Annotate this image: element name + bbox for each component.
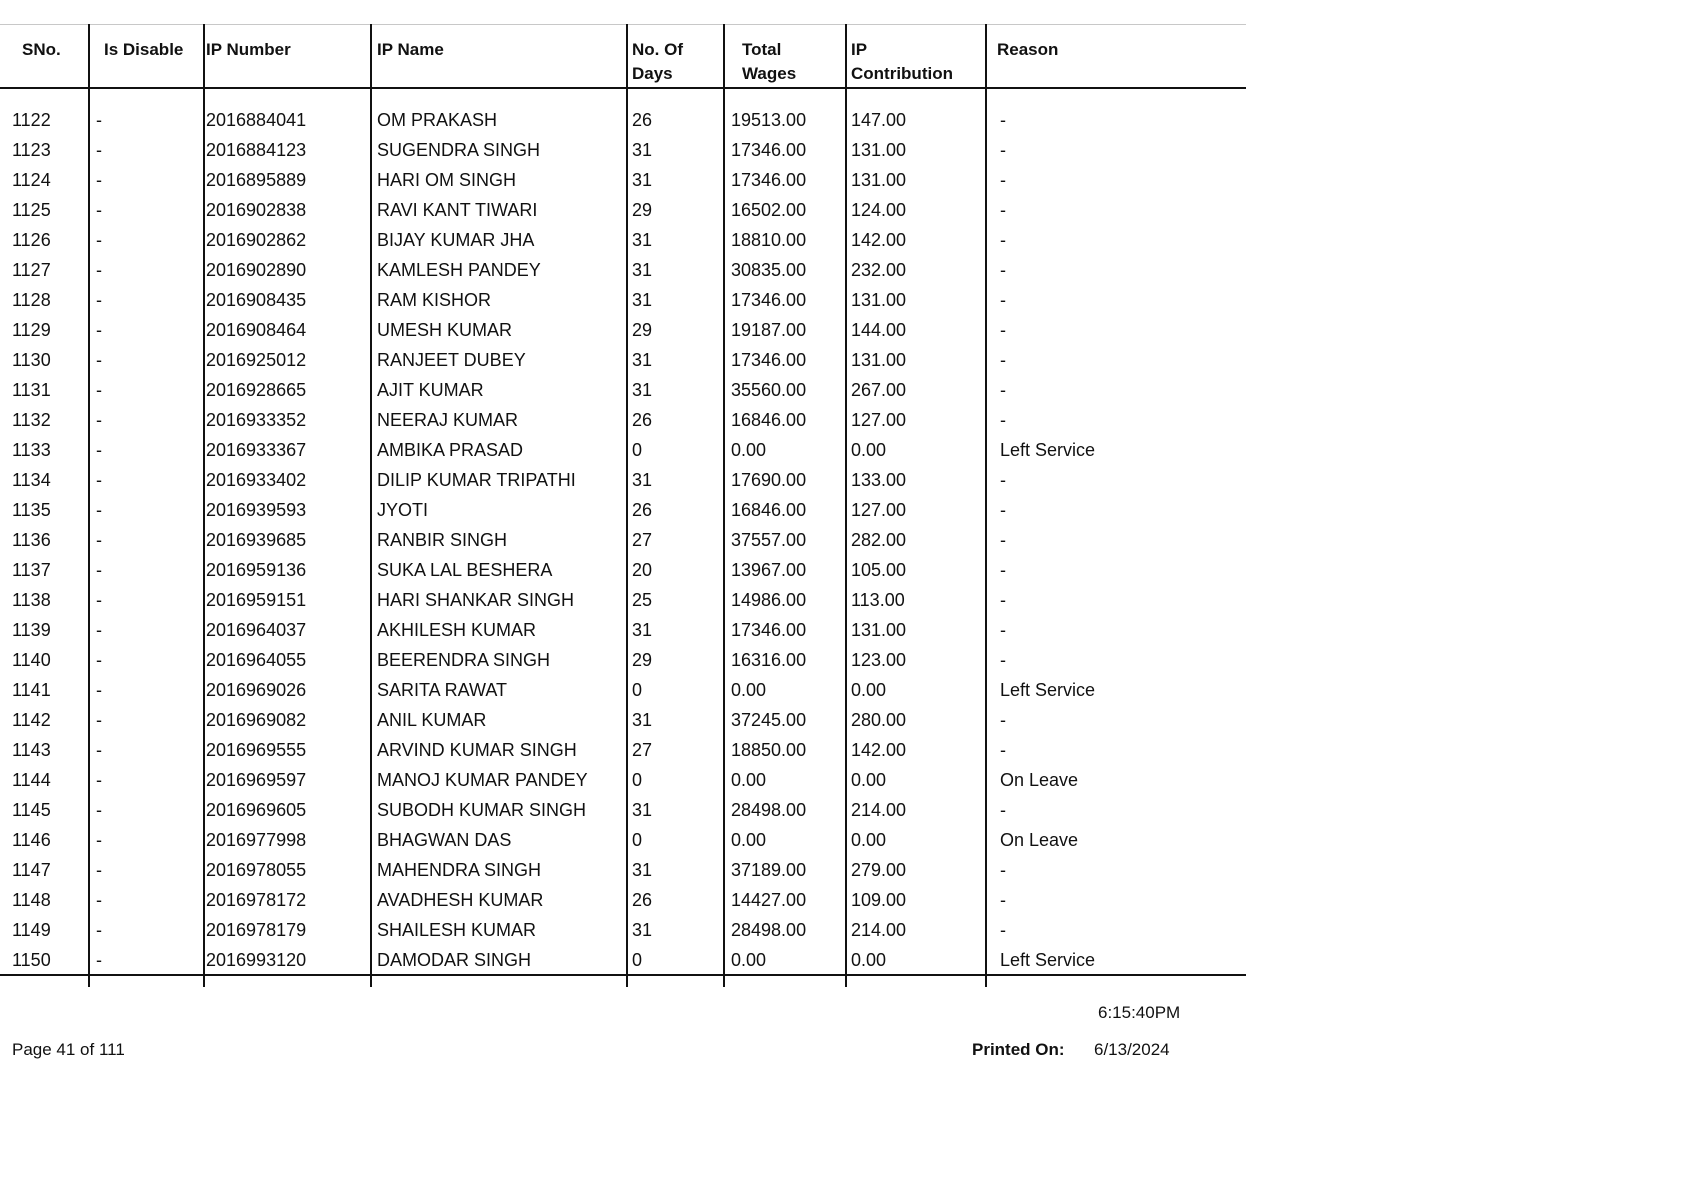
cell-contribution: 105.00	[851, 560, 907, 580]
table-row	[0, 465, 1246, 495]
cell-ip-number: 2016959151	[206, 590, 307, 610]
cell-reason: -	[1000, 710, 1006, 730]
cell-days: 31	[632, 710, 653, 730]
cell-ip-number: 2016902862	[206, 230, 307, 250]
cell-ip-number: 2016964037	[206, 620, 307, 640]
cell-sno: 1141	[12, 680, 51, 700]
cell-wages: 18810.00	[731, 230, 807, 250]
cell-contribution: 142.00	[851, 740, 907, 760]
cell-sno: 1143	[12, 740, 51, 760]
cell-ip-name: MAHENDRA SINGH	[377, 860, 542, 880]
cell-ip-number: 2016977998	[206, 830, 307, 850]
cell-wages: 16846.00	[731, 500, 807, 520]
cell-wages: 17346.00	[731, 350, 807, 370]
cell-ip-name: AKHILESH KUMAR	[377, 620, 537, 640]
table-row	[0, 285, 1246, 315]
table-row	[0, 855, 1246, 885]
cell-is-disable: -	[96, 380, 102, 400]
cell-reason: -	[1000, 860, 1006, 880]
cell-is-disable: -	[96, 200, 102, 220]
cell-wages: 19513.00	[731, 110, 807, 130]
cell-ip-name: AMBIKA PRASAD	[377, 440, 524, 460]
cell-ip-number: 2016939685	[206, 530, 307, 550]
cell-ip-number: 2016969082	[206, 710, 307, 730]
table-row	[0, 825, 1246, 855]
table-row	[0, 165, 1246, 195]
cell-wages: 16846.00	[731, 410, 807, 430]
cell-ip-name: BEERENDRA SINGH	[377, 650, 551, 670]
cell-ip-number: 2016978172	[206, 890, 307, 910]
cell-reason: -	[1000, 110, 1006, 130]
cell-ip-number: 2016908435	[206, 290, 307, 310]
cell-contribution: 0.00	[851, 440, 887, 460]
cell-ip-name: BHAGWAN DAS	[377, 830, 512, 850]
cell-wages: 16502.00	[731, 200, 807, 220]
table-row	[0, 105, 1246, 135]
cell-contribution: 147.00	[851, 110, 907, 130]
cell-sno: 1144	[12, 770, 51, 790]
table-body	[0, 89, 1246, 976]
cell-reason: -	[1000, 890, 1006, 910]
cell-ip-number: 2016895889	[206, 170, 307, 190]
cell-days: 29	[632, 650, 653, 670]
cell-days: 25	[632, 590, 653, 610]
cell-sno: 1149	[12, 920, 51, 940]
cell-ip-name: SUKA LAL BESHERA	[377, 560, 553, 580]
cell-contribution: 131.00	[851, 290, 907, 310]
cell-days: 31	[632, 470, 653, 490]
cell-contribution: 267.00	[851, 380, 907, 400]
cell-days: 31	[632, 140, 653, 160]
cell-ip-number: 2016884041	[206, 110, 307, 130]
cell-contribution: 214.00	[851, 920, 907, 940]
cell-is-disable: -	[96, 620, 102, 640]
cell-wages: 0.00	[731, 680, 767, 700]
cell-days: 26	[632, 890, 653, 910]
cell-sno: 1131	[12, 380, 51, 400]
cell-sno: 1127	[12, 260, 51, 280]
cell-is-disable: -	[96, 800, 102, 820]
cell-sno: 1124	[12, 170, 51, 190]
cell-is-disable: -	[96, 590, 102, 610]
cell-reason: -	[1000, 140, 1006, 160]
cell-reason: -	[1000, 560, 1006, 580]
cell-ip-name: HARI OM SINGH	[377, 170, 517, 190]
cell-is-disable: -	[96, 440, 102, 460]
cell-days: 27	[632, 530, 653, 550]
cell-wages: 28498.00	[731, 800, 807, 820]
cell-is-disable: -	[96, 350, 102, 370]
table-row	[0, 195, 1246, 225]
table-row	[0, 645, 1246, 675]
cell-days: 31	[632, 620, 653, 640]
cell-contribution: 0.00	[851, 770, 887, 790]
cell-is-disable: -	[96, 560, 102, 580]
cell-ip-name: SHAILESH KUMAR	[377, 920, 537, 940]
cell-is-disable: -	[96, 530, 102, 550]
cell-ip-name: BIJAY KUMAR JHA	[377, 230, 535, 250]
cell-days: 0	[632, 770, 643, 790]
cell-wages: 16316.00	[731, 650, 807, 670]
cell-contribution: 131.00	[851, 350, 907, 370]
cell-sno: 1138	[12, 590, 51, 610]
cell-wages: 30835.00	[731, 260, 807, 280]
cell-ip-name: SARITA RAWAT	[377, 680, 508, 700]
cell-ip-number: 2016928665	[206, 380, 307, 400]
cell-ip-number: 2016978055	[206, 860, 307, 880]
cell-ip-number: 2016902838	[206, 200, 307, 220]
cell-contribution: 282.00	[851, 530, 907, 550]
table-row	[0, 795, 1246, 825]
cell-sno: 1139	[12, 620, 51, 640]
cell-wages: 0.00	[731, 770, 767, 790]
cell-sno: 1142	[12, 710, 51, 730]
cell-is-disable: -	[96, 470, 102, 490]
cell-ip-name: AJIT KUMAR	[377, 380, 484, 400]
cell-sno: 1125	[12, 200, 51, 220]
cell-is-disable: -	[96, 290, 102, 310]
cell-reason: -	[1000, 350, 1006, 370]
cell-days: 31	[632, 920, 653, 940]
cell-sno: 1145	[12, 800, 51, 820]
cell-contribution: 0.00	[851, 680, 887, 700]
cell-reason: Left Service	[1000, 680, 1096, 700]
cell-sno: 1147	[12, 860, 51, 880]
table-row	[0, 405, 1246, 435]
cell-wages: 13967.00	[731, 560, 807, 580]
cell-is-disable: -	[96, 890, 102, 910]
print-time: 6:15:40PM	[1098, 1003, 1181, 1022]
table-row	[0, 675, 1246, 705]
cell-reason: -	[1000, 500, 1006, 520]
cell-ip-number: 2016978179	[206, 920, 307, 940]
cell-reason: -	[1000, 230, 1006, 250]
cell-sno: 1122	[12, 110, 51, 130]
cell-sno: 1148	[12, 890, 51, 910]
cell-reason: -	[1000, 380, 1006, 400]
cell-contribution: 131.00	[851, 140, 907, 160]
table-row	[0, 555, 1246, 585]
table-row	[0, 615, 1246, 645]
cell-wages: 35560.00	[731, 380, 807, 400]
cell-wages: 0.00	[731, 950, 767, 970]
table-row	[0, 585, 1246, 615]
column-divider	[626, 24, 628, 987]
table-row	[0, 525, 1246, 555]
table-row	[0, 345, 1246, 375]
cell-reason: -	[1000, 170, 1006, 190]
cell-contribution: 131.00	[851, 170, 907, 190]
cell-reason: -	[1000, 200, 1006, 220]
cell-wages: 17346.00	[731, 290, 807, 310]
table-row	[0, 495, 1246, 525]
column-divider	[723, 24, 725, 987]
cell-is-disable: -	[96, 740, 102, 760]
page-number: Page 41 of 111	[12, 1040, 125, 1059]
cell-days: 31	[632, 860, 653, 880]
cell-contribution: 127.00	[851, 500, 907, 520]
cell-ip-number: 2016939593	[206, 500, 307, 520]
cell-wages: 17346.00	[731, 620, 807, 640]
cell-sno: 1140	[12, 650, 51, 670]
header-sno: SNo.	[22, 40, 61, 59]
cell-is-disable: -	[96, 110, 102, 130]
cell-ip-name: RANJEET DUBEY	[377, 350, 526, 370]
cell-ip-name: DAMODAR SINGH	[377, 950, 532, 970]
cell-reason: -	[1000, 470, 1006, 490]
cell-is-disable: -	[96, 860, 102, 880]
cell-contribution: 123.00	[851, 650, 907, 670]
cell-days: 31	[632, 800, 653, 820]
cell-sno: 1130	[12, 350, 51, 370]
cell-days: 29	[632, 200, 653, 220]
cell-reason: Left Service	[1000, 440, 1096, 460]
cell-ip-name: SUBODH KUMAR SINGH	[377, 800, 587, 820]
cell-days: 31	[632, 260, 653, 280]
cell-ip-number: 2016969597	[206, 770, 307, 790]
cell-wages: 28498.00	[731, 920, 807, 940]
cell-contribution: 113.00	[851, 590, 905, 610]
cell-ip-name: AVADHESH KUMAR	[377, 890, 544, 910]
cell-days: 26	[632, 500, 653, 520]
cell-wages: 19187.00	[731, 320, 807, 340]
cell-reason: -	[1000, 260, 1006, 280]
cell-reason: -	[1000, 590, 1006, 610]
cell-contribution: 0.00	[851, 950, 887, 970]
cell-contribution: 124.00	[851, 200, 907, 220]
cell-is-disable: -	[96, 410, 102, 430]
cell-ip-number: 2016933352	[206, 410, 307, 430]
cell-is-disable: -	[96, 680, 102, 700]
cell-days: 31	[632, 380, 653, 400]
cell-days: 0	[632, 440, 643, 460]
cell-sno: 1136	[12, 530, 51, 550]
cell-ip-number: 2016933402	[206, 470, 307, 490]
cell-is-disable: -	[96, 830, 102, 850]
cell-is-disable: -	[96, 650, 102, 670]
header-days: No. Of Days	[632, 40, 683, 83]
cell-wages: 17690.00	[731, 470, 807, 490]
cell-ip-name: SUGENDRA SINGH	[377, 140, 541, 160]
cell-reason: -	[1000, 920, 1006, 940]
cell-contribution: 214.00	[851, 800, 907, 820]
column-divider	[88, 24, 90, 987]
cell-days: 26	[632, 410, 653, 430]
cell-is-disable: -	[96, 770, 102, 790]
cell-reason: -	[1000, 530, 1006, 550]
cell-sno: 1126	[12, 230, 51, 250]
cell-reason: -	[1000, 320, 1006, 340]
table-row	[0, 225, 1246, 255]
table-row	[0, 375, 1246, 405]
cell-reason: On Leave	[1000, 770, 1079, 790]
cell-contribution: 279.00	[851, 860, 907, 880]
cell-is-disable: -	[96, 230, 102, 250]
cell-ip-number: 2016884123	[206, 140, 307, 160]
cell-ip-number: 2016925012	[206, 350, 307, 370]
printed-on-date: 6/13/2024	[1094, 1040, 1170, 1059]
cell-ip-name: ARVIND KUMAR SINGH	[377, 740, 577, 760]
header-reason: Reason	[997, 40, 1059, 59]
header-ip-number: IP Number	[206, 40, 291, 59]
cell-wages: 17346.00	[731, 170, 807, 190]
cell-is-disable: -	[96, 320, 102, 340]
cell-wages: 14427.00	[731, 890, 807, 910]
cell-ip-number: 2016969555	[206, 740, 307, 760]
cell-is-disable: -	[96, 170, 102, 190]
cell-ip-name: RAM KISHOR	[377, 290, 492, 310]
cell-reason: On Leave	[1000, 830, 1079, 850]
cell-wages: 0.00	[731, 440, 767, 460]
report-table	[0, 24, 1246, 976]
cell-ip-number: 2016993120	[206, 950, 307, 970]
cell-sno: 1150	[12, 950, 51, 970]
cell-is-disable: -	[96, 260, 102, 280]
cell-is-disable: -	[96, 500, 102, 520]
table-row	[0, 765, 1246, 795]
cell-ip-number: 2016902890	[206, 260, 307, 280]
cell-contribution: 232.00	[851, 260, 907, 280]
cell-ip-name: RAVI KANT TIWARI	[377, 200, 538, 220]
cell-wages: 37245.00	[731, 710, 807, 730]
cell-wages: 0.00	[731, 830, 767, 850]
table-row	[0, 255, 1246, 285]
cell-wages: 37189.00	[731, 860, 807, 880]
cell-ip-number: 2016908464	[206, 320, 307, 340]
header-ip-name: IP Name	[377, 40, 444, 59]
header-wages: Total Wages	[742, 40, 797, 83]
cell-wages: 17346.00	[731, 140, 807, 160]
cell-ip-number: 2016959136	[206, 560, 307, 580]
cell-reason: -	[1000, 290, 1006, 310]
cell-ip-name: KAMLESH PANDEY	[377, 260, 541, 280]
cell-sno: 1134	[12, 470, 51, 490]
table-row	[0, 435, 1246, 465]
cell-sno: 1137	[12, 560, 51, 580]
cell-reason: -	[1000, 650, 1006, 670]
cell-is-disable: -	[96, 920, 102, 940]
cell-days: 20	[632, 560, 653, 580]
cell-contribution: 109.00	[851, 890, 907, 910]
cell-ip-name: UMESH KUMAR	[377, 320, 513, 340]
column-divider	[370, 24, 372, 987]
cell-ip-number: 2016933367	[206, 440, 307, 460]
cell-sno: 1129	[12, 320, 51, 340]
cell-contribution: 133.00	[851, 470, 907, 490]
cell-reason: -	[1000, 620, 1006, 640]
cell-wages: 37557.00	[731, 530, 807, 550]
cell-days: 31	[632, 170, 653, 190]
cell-days: 29	[632, 320, 653, 340]
header-contribution: IP Contribution	[851, 40, 953, 83]
cell-ip-name: ANIL KUMAR	[377, 710, 487, 730]
cell-wages: 14986.00	[731, 590, 807, 610]
header-is-disable: Is Disable	[104, 40, 184, 59]
cell-days: 26	[632, 110, 653, 130]
cell-contribution: 0.00	[851, 830, 887, 850]
cell-contribution: 142.00	[851, 230, 907, 250]
column-divider	[985, 24, 987, 987]
cell-contribution: 131.00	[851, 620, 907, 640]
cell-days: 0	[632, 680, 643, 700]
cell-ip-name: OM PRAKASH	[377, 110, 498, 130]
cell-ip-number: 2016969605	[206, 800, 307, 820]
cell-ip-name: RANBIR SINGH	[377, 530, 508, 550]
table-row	[0, 705, 1246, 735]
cell-reason: -	[1000, 410, 1006, 430]
cell-contribution: 280.00	[851, 710, 907, 730]
cell-ip-name: JYOTI	[377, 500, 429, 520]
column-divider	[203, 24, 205, 987]
table-header	[0, 24, 1246, 89]
cell-ip-number: 2016969026	[206, 680, 307, 700]
column-divider	[845, 24, 847, 987]
cell-days: 0	[632, 950, 643, 970]
cell-ip-name: HARI SHANKAR SINGH	[377, 590, 575, 610]
cell-is-disable: -	[96, 950, 102, 970]
cell-is-disable: -	[96, 140, 102, 160]
cell-ip-name: NEERAJ KUMAR	[377, 410, 519, 430]
table-row	[0, 915, 1246, 945]
cell-reason: -	[1000, 740, 1006, 760]
cell-sno: 1135	[12, 500, 51, 520]
cell-contribution: 144.00	[851, 320, 907, 340]
cell-sno: 1123	[12, 140, 51, 160]
cell-sno: 1146	[12, 830, 51, 850]
cell-wages: 18850.00	[731, 740, 807, 760]
cell-ip-name: DILIP KUMAR TRIPATHI	[377, 470, 576, 490]
cell-days: 27	[632, 740, 653, 760]
cell-days: 31	[632, 230, 653, 250]
cell-contribution: 127.00	[851, 410, 907, 430]
cell-reason: Left Service	[1000, 950, 1096, 970]
cell-days: 0	[632, 830, 643, 850]
cell-ip-number: 2016964055	[206, 650, 307, 670]
table-row	[0, 945, 1246, 975]
cell-is-disable: -	[96, 710, 102, 730]
table-row	[0, 315, 1246, 345]
table-row	[0, 735, 1246, 765]
cell-sno: 1133	[12, 440, 51, 460]
cell-sno: 1132	[12, 410, 51, 430]
table-row	[0, 135, 1246, 165]
cell-reason: -	[1000, 800, 1006, 820]
cell-sno: 1128	[12, 290, 51, 310]
cell-ip-name: MANOJ KUMAR PANDEY	[377, 770, 588, 790]
printed-on-label: Printed On:	[972, 1040, 1065, 1059]
cell-days: 31	[632, 290, 653, 310]
cell-days: 31	[632, 350, 653, 370]
table-row	[0, 885, 1246, 915]
